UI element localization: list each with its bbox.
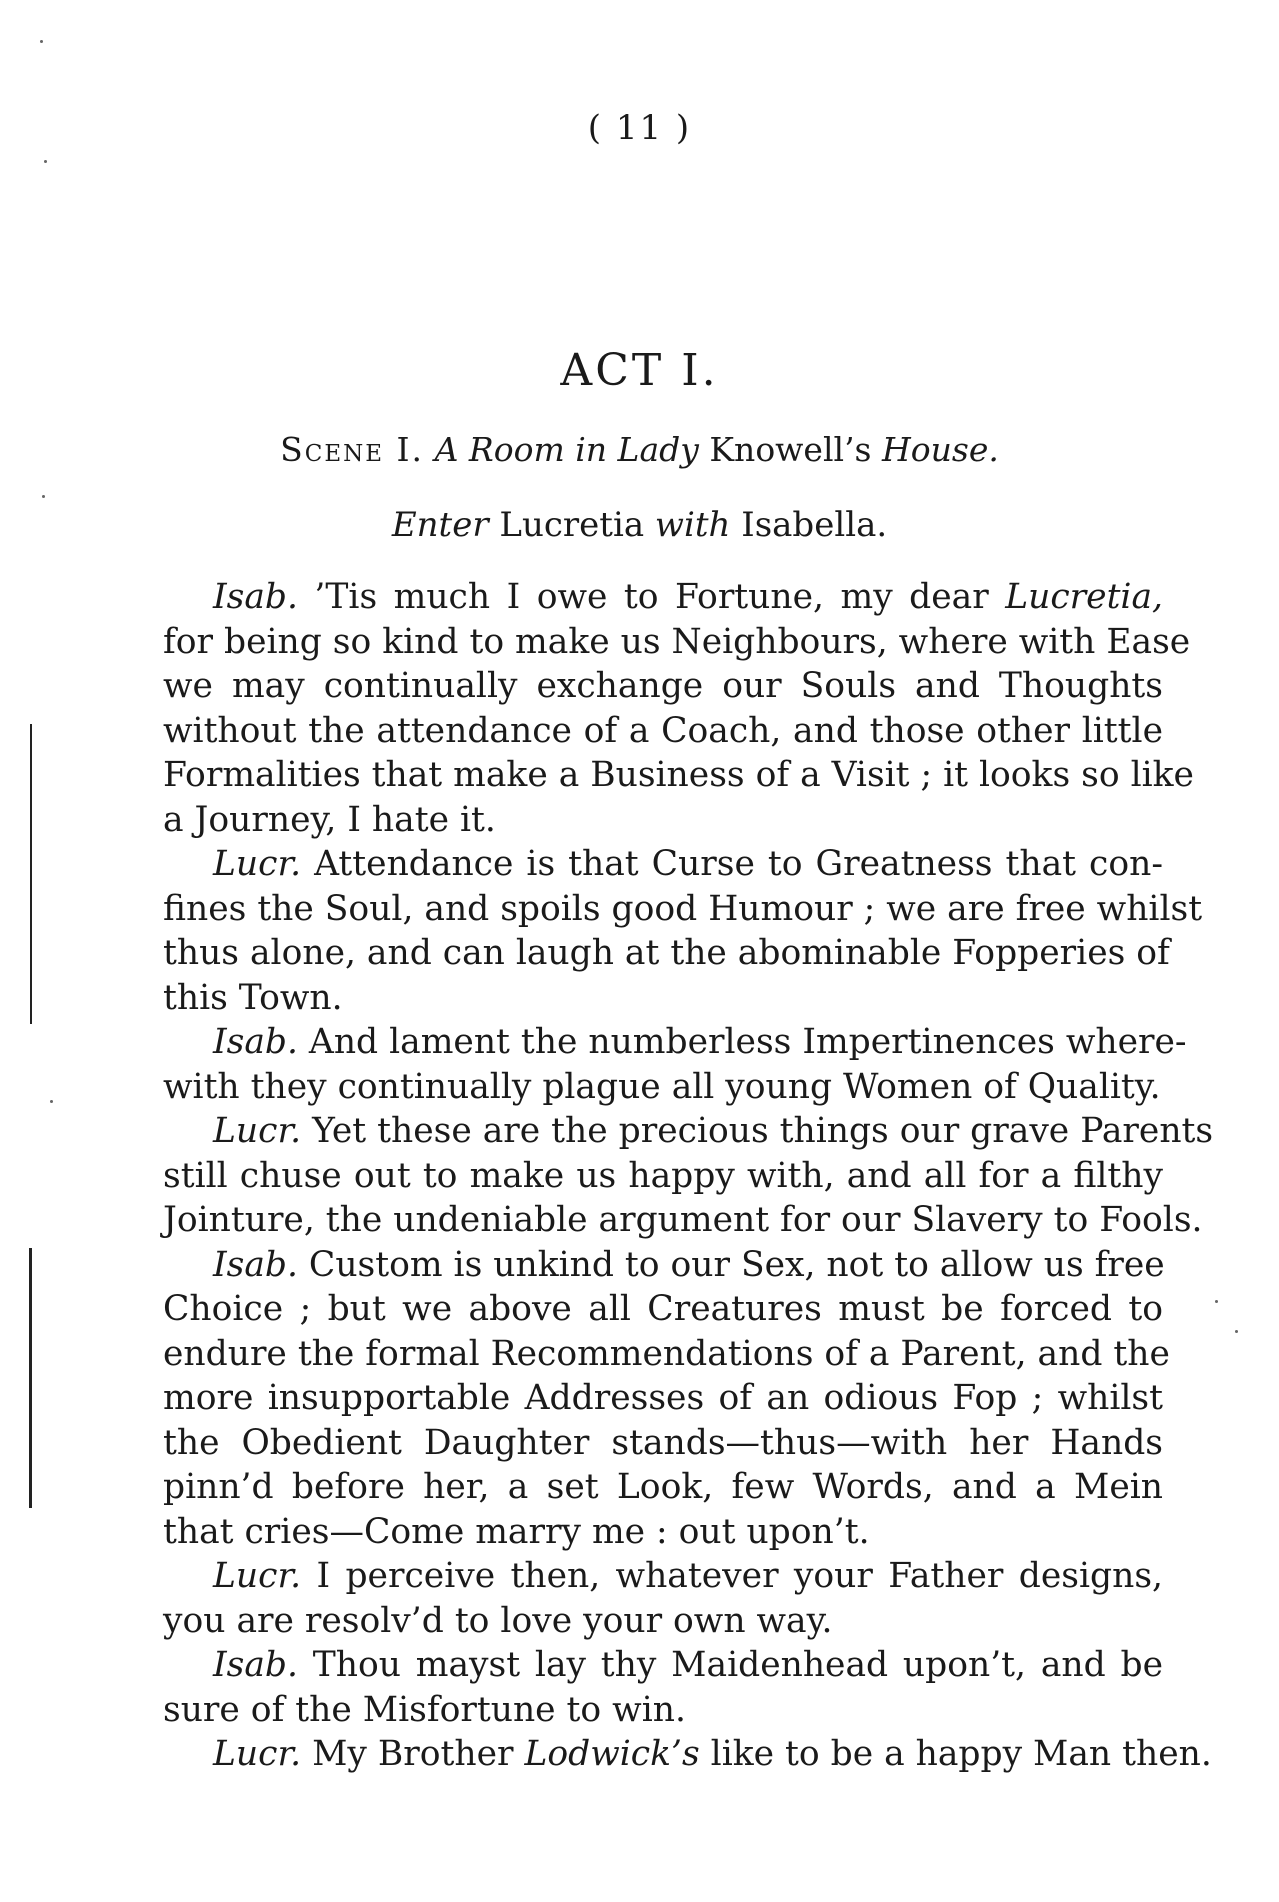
- text-line: [163, 575, 1163, 620]
- dialogue-body: [163, 575, 1214, 1777]
- speaker-name: Lucr.: [213, 844, 302, 884]
- stage-character-2: Isabella.: [741, 505, 888, 545]
- line-text: for being so kind to make us Neighbours, where with Ease: [163, 621, 1191, 662]
- text-line: [163, 842, 1163, 887]
- line-text: Formalities that make a Business of a Visit ; it looks so like: [163, 755, 1194, 795]
- text-line: [163, 1109, 1214, 1154]
- scan-speck: [44, 160, 47, 163]
- italic-name: Lodwick’s: [524, 1734, 700, 1774]
- scan-speck: [1215, 1300, 1218, 1303]
- speaker-name: Lucr.: [213, 1111, 302, 1151]
- text-line: [163, 798, 1163, 843]
- stage-enter: Enter: [391, 505, 489, 545]
- line-text: pinn’d before her, a set Look, few Words, and a Mein: [163, 1467, 1163, 1507]
- line-text: fines the Soul, and spoils good Humour ; we are free whilst: [163, 888, 1203, 929]
- line-text: thus alone, and can laugh at the abominable Fopperies of: [163, 933, 1170, 973]
- stage-character-1: Lucretia: [499, 505, 645, 545]
- line-text: this Town.: [163, 977, 343, 1018]
- scan-speck: [1235, 1330, 1238, 1333]
- margin-scan-line: [30, 724, 32, 1024]
- text-line: [163, 1510, 1163, 1555]
- text-line: [163, 931, 1170, 976]
- line-text: with they continually plague all young Women of Quality.: [163, 1066, 1161, 1107]
- page-number: ( 11 ): [587, 108, 692, 148]
- text-line: [163, 1732, 1212, 1777]
- line-text: more insupportable Addresses of an odious Fop ; whilst: [163, 1378, 1163, 1418]
- text-line: [163, 1065, 1163, 1110]
- line-text: I perceive then, whatever your Father designs,: [301, 1556, 1163, 1596]
- line-text: you are resolv’d to love your own way.: [163, 1600, 833, 1641]
- line-text: My Brother: [301, 1734, 525, 1774]
- line-text: without the attendance of a Coach, and those other little: [163, 710, 1163, 751]
- text-line: [163, 1020, 1187, 1065]
- line-text: endure the formal Recommendations of a Parent, and the: [163, 1333, 1170, 1374]
- speaker-name: Isab.: [213, 1244, 298, 1285]
- text-line: [163, 1688, 1163, 1733]
- line-text: we may continually exchange our Souls and Thoughts: [163, 666, 1163, 706]
- text-line: [163, 887, 1203, 932]
- scene-heading: [0, 430, 1279, 469]
- scan-speck: [42, 495, 45, 498]
- text-line: [163, 1554, 1163, 1599]
- line-text: Jointure, the undeniable argument for our Slavery to Fools.: [163, 1200, 1203, 1240]
- margin-scan-line: [29, 1248, 32, 1508]
- text-line: [163, 664, 1163, 709]
- text-line: [163, 1287, 1163, 1332]
- line-text: sure of the Misfortune to win.: [163, 1689, 686, 1730]
- italic-name: Lucretia,: [1005, 577, 1163, 617]
- scene-label: Scene I.: [280, 430, 425, 469]
- line-text: Yet these are the precious things our grave Parents: [301, 1111, 1214, 1151]
- line-text: that cries—Come marry me : out upon’t.: [163, 1511, 870, 1552]
- line-text-tail: like to be a happy Man then.: [699, 1734, 1212, 1774]
- text-line: [163, 1243, 1163, 1288]
- scan-speck: [50, 1100, 53, 1103]
- speaker-name: Lucr.: [213, 1734, 302, 1774]
- text-line: [163, 1198, 1203, 1243]
- text-line: [163, 620, 1191, 665]
- speaker-name: Isab.: [213, 1022, 298, 1062]
- text-line: [163, 709, 1163, 754]
- stage-direction: [0, 505, 1279, 545]
- scan-speck: [40, 40, 43, 43]
- text-line: [163, 1376, 1163, 1421]
- speaker-name: Isab.: [213, 577, 298, 617]
- line-text: Attendance is that Curse to Greatness that con-: [301, 844, 1163, 884]
- speaker-name: Lucr.: [213, 1556, 302, 1596]
- speaker-name: Isab.: [213, 1645, 298, 1685]
- scene-place-a: A Room in Lady: [434, 430, 699, 469]
- text-line: [163, 1599, 1163, 1644]
- line-text: ’Tis much I owe to Fortune, my dear: [297, 577, 1006, 617]
- text-line: [163, 1421, 1163, 1466]
- text-line: [163, 1332, 1170, 1377]
- act-heading: ACT I.: [560, 345, 719, 396]
- line-text: still chuse out to make us happy with, and all for a filthy: [163, 1155, 1163, 1196]
- line-text: Custom is unkind to our Sex, not to allow us free: [297, 1244, 1165, 1285]
- text-line: [163, 1643, 1163, 1688]
- text-line: [163, 753, 1194, 798]
- scene-name: Knowell’s: [709, 430, 872, 469]
- line-text: a Journey, I hate it.: [163, 799, 496, 840]
- line-text: Thou mayst lay thy Maidenhead upon’t, and be: [297, 1645, 1163, 1685]
- text-line: [163, 1465, 1163, 1510]
- line-text: Choice ; but we above all Creatures must be forced to: [163, 1289, 1163, 1329]
- stage-with: with: [654, 505, 731, 545]
- scene-place-b: House.: [882, 430, 999, 469]
- line-text: the Obedient Daughter stands—thus—with her Hands: [163, 1422, 1163, 1463]
- text-line: [163, 1154, 1163, 1199]
- line-text: And lament the numberless Impertinences where-: [297, 1022, 1187, 1062]
- text-line: [163, 976, 1163, 1021]
